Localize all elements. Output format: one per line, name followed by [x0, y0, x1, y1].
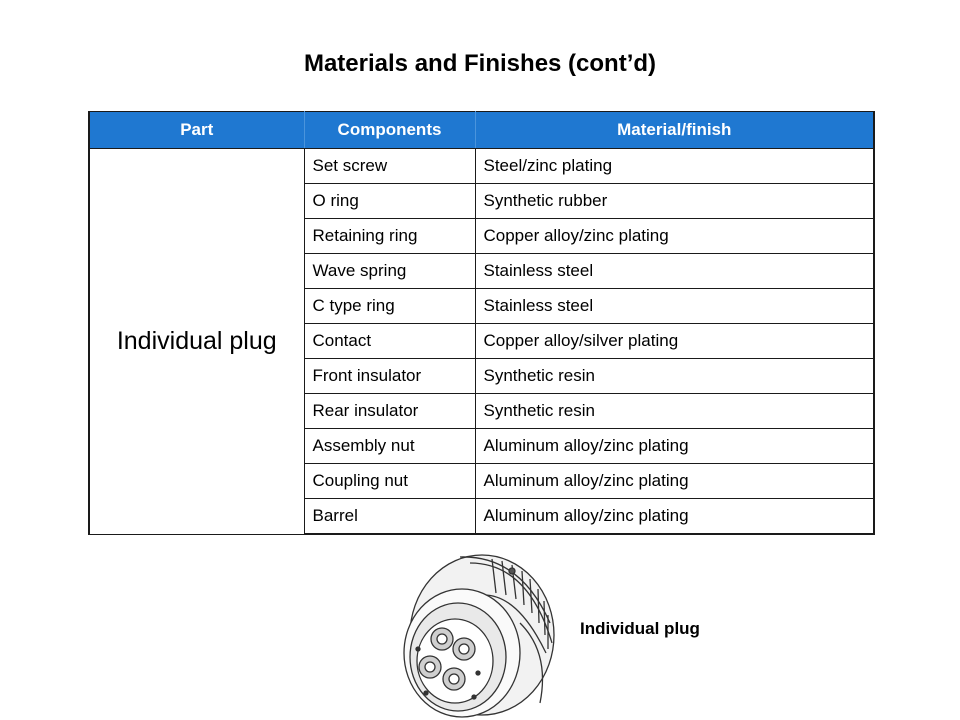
component-cell: Coupling nut	[304, 464, 475, 499]
header-part: Part	[89, 112, 304, 149]
page-title: Materials and Finishes (cont’d)	[303, 50, 657, 77]
component-cell: O ring	[304, 184, 475, 219]
materials-table	[88, 111, 875, 535]
component-cell: Wave spring	[304, 254, 475, 289]
component-cell: Contact	[304, 324, 475, 359]
material-cell: Steel/zinc plating	[475, 149, 874, 184]
component-cell: Rear insulator	[304, 394, 475, 429]
material-cell: Aluminum alloy/zinc plating	[475, 464, 874, 499]
individual-plug-drawing	[400, 553, 560, 720]
component-cell: Barrel	[304, 499, 475, 535]
material-cell: Aluminum alloy/zinc plating	[475, 499, 874, 535]
figure-caption: Individual plug	[580, 619, 700, 638]
component-cell: Retaining ring	[304, 219, 475, 254]
table-row	[89, 149, 874, 184]
header-components: Components	[304, 112, 475, 149]
table-header-row	[89, 112, 874, 149]
material-cell: Aluminum alloy/zinc plating	[475, 429, 874, 464]
material-cell: Stainless steel	[475, 254, 874, 289]
material-cell: Synthetic resin	[475, 359, 874, 394]
material-cell: Synthetic rubber	[475, 184, 874, 219]
part-cell: Individual plug	[89, 149, 304, 535]
material-cell: Synthetic resin	[475, 394, 874, 429]
component-cell: Set screw	[304, 149, 475, 184]
header-material-finish: Material/finish	[475, 112, 874, 149]
component-cell: C type ring	[304, 289, 475, 324]
material-cell: Copper alloy/silver plating	[475, 324, 874, 359]
material-cell: Copper alloy/zinc plating	[475, 219, 874, 254]
table-body	[89, 149, 874, 535]
material-cell: Stainless steel	[475, 289, 874, 324]
component-cell: Front insulator	[304, 359, 475, 394]
component-cell: Assembly nut	[304, 429, 475, 464]
